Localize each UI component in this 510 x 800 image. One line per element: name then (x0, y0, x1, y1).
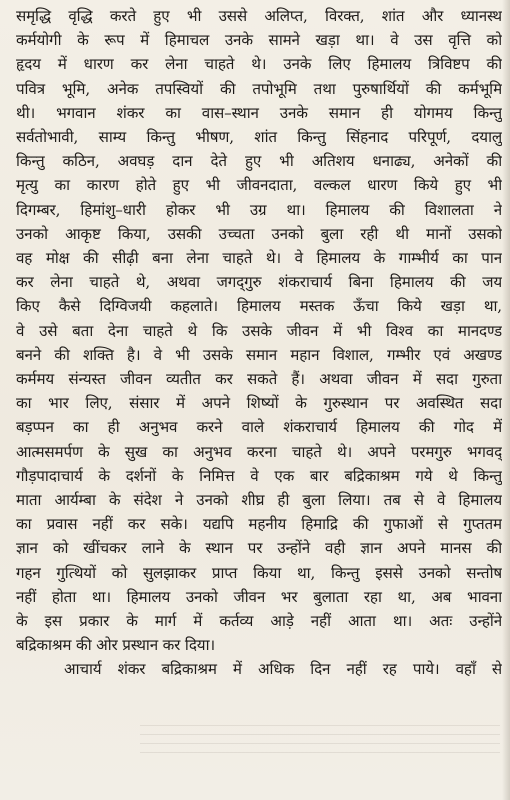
text-line: दिगम्बर, हिमांशु–धारी होकर भी उग्र था। हिमालय की विशालता ने (16, 200, 502, 219)
page-edge-shadow (502, 0, 510, 800)
text-line: वह मोक्ष की सीढ़ी बना लेना चाहते थे। वे हिमालय के गाम्भीर्य का पान (16, 249, 502, 268)
paragraph-end-line: बद्रिकाश्रम की ओर प्रस्थान कर दिया। (16, 636, 215, 655)
show-through-text (140, 725, 500, 755)
text-line: कर्ममय संन्यस्त जीवन व्यतीत कर सकते हैं। अथवा जीवन में सदा गुरुता (16, 370, 502, 389)
text-line: सर्वतोभावी, साम्य किन्तु भीषण, शांत किन्तु सिंहनाद परिपूर्ण, दयालु (16, 128, 502, 147)
text-line: कर्मयोगी के रूप में हिमाचल उनके सामने खड़ा था। वे उस वृत्ति को (16, 31, 502, 50)
text-line: का प्रवास नहीं कर सके। यद्यपि महनीय हिमाद्रि की गुफाओं से गुप्ततम (16, 515, 502, 534)
text-line: आत्मसमर्पण के सुख का अनुभव करना चाहते थे। अपने परमगुरु भगवद् (16, 442, 502, 461)
text-line: ज्ञान को खींचकर लाने के स्थान पर उन्होंने वही ज्ञान अपने मानस की (16, 539, 502, 558)
text-line: के इस प्रकार के मार्ग में कर्तव्य आड़े नहीं आता था। अतः उन्होंने (16, 612, 502, 631)
text-line: वे उसे बता देना चाहते थे कि उसके जीवन में भी विश्व का मानदण्ड (16, 321, 502, 340)
text-line: गौड़पादाचार्य के दर्शनों के निमित्त वे एक बार बद्रिकाश्रम गये थे किन्तु (16, 466, 502, 485)
text-line: गहन गुत्थियों को सुलझाकर प्राप्त किया था, किन्तु इससे उनको सन्तोष (16, 563, 502, 582)
text-line: बनने की शक्ति है। वे भी उसके समान महान विशाल, गम्भीर एवं अखण्ड (16, 345, 502, 364)
paragraph-start-line: आचार्य शंकर बद्रिकाश्रम में अधिक दिन नहीं रह पाये। वहाँ से (64, 660, 502, 679)
text-line: हृदय में धारण कर लेना चाहते थे। उनके लिए हिमालय त्रिविष्टप की (16, 55, 502, 74)
text-line: थी। भगवान शंकर का वास–स्थान उनके समान ही योगमय किन्तु (16, 103, 502, 122)
text-line: मृत्यु का कारण होते हुए भी जीवनदाता, वल्कल धारण किये हुए भी (16, 176, 502, 195)
text-line: पवित्र भूमि, अनेक तपस्वियों की तपोभूमि तथा पुरुषार्थियों की कर्मभूमि (16, 79, 502, 98)
text-line: उनको आकृष्ट किया, उसकी उच्चता उनको बुला रही थी मानों उसको (16, 224, 502, 243)
text-line: समृद्धि वृद्धि करते हुए भी उससे अलिप्त, विरक्त, शांत और ध्यानस्थ (16, 7, 502, 25)
text-line: नहीं होता था। हिमालय उनको जीवन भर बुलाता रहा था, अब भावना (16, 587, 502, 606)
text-line: का भार लिए, संसार में अपने शिष्यों के गुरुस्थान पर अवस्थित सदा (16, 394, 502, 413)
text-line: बड़प्पन का ही अनुभव करने वाले शंकराचार्य हिमालय की गोद में (16, 418, 502, 437)
text-line: माता आर्यम्बा के संदेश ने उनको शीघ्र ही बुला लिया। तब से वे हिमालय (16, 491, 502, 510)
body-text (16, 4, 502, 682)
text-line: किन्तु कठिन, अवघड़ दान देते हुए भी अतिशय धनाढ्य, अनेकों की (16, 152, 502, 171)
text-line: कर लेना चाहते थे, अथवा जगद्‌गुरु शंकराचार्य बिना हिमालय की जय (16, 273, 502, 292)
text-line: किए कैसे दिग्विजयी कहलाते। हिमालय मस्तक ऊँचा किये खड़ा था, (16, 297, 502, 316)
